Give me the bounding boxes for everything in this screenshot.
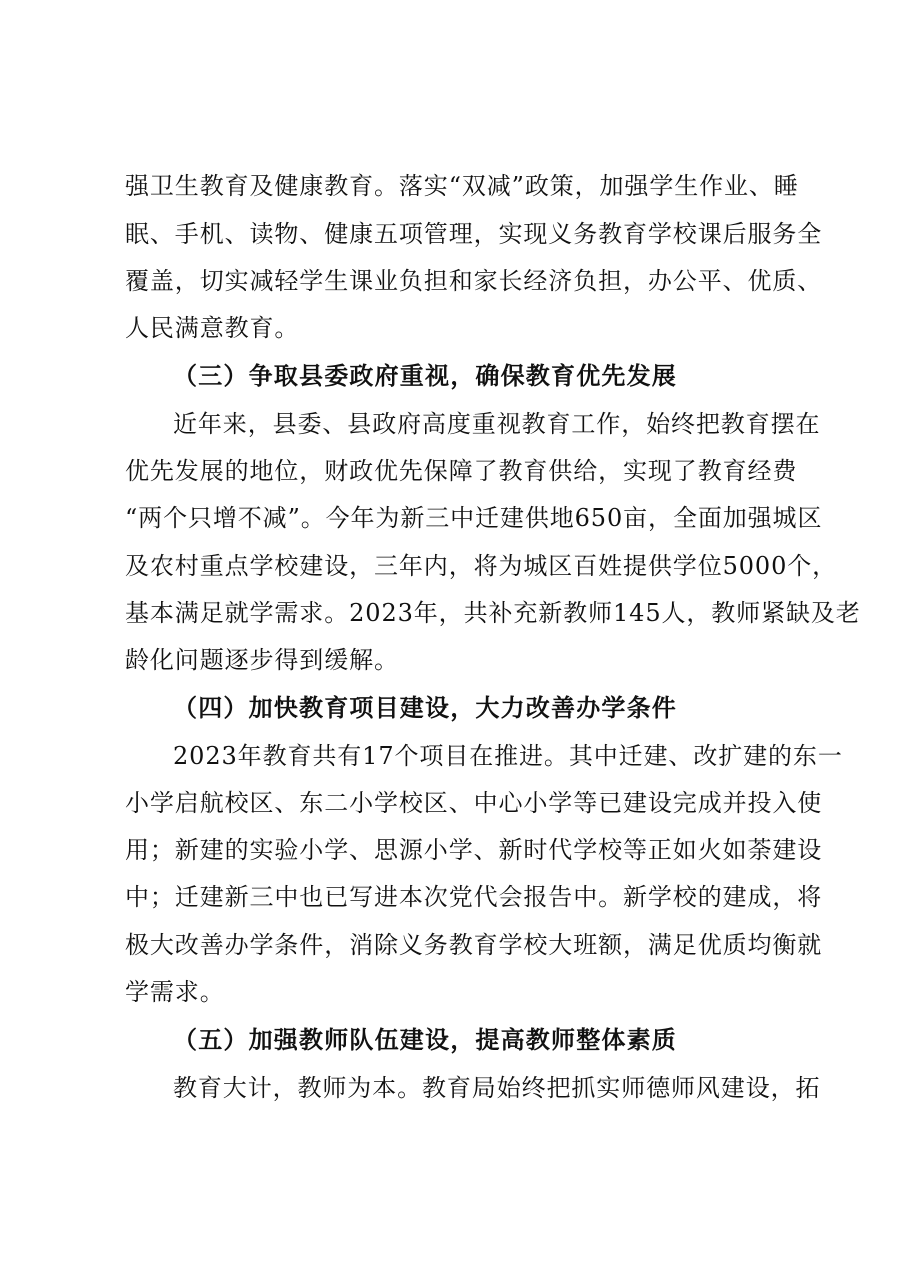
paragraph-line: “两个只增不减”。今年为新三中迁建供地650亩，全面加强城区 xyxy=(125,504,823,532)
paragraph-line: 近年来，县委、县政府高度重视教育工作，始终把教育摆在 xyxy=(173,410,821,438)
paragraph-line: 中；迁建新三中也已写进本次党代会报告中。新学校的建成，将 xyxy=(125,883,823,911)
paragraph-line: 强卫生教育及健康教育。落实“双减”政策，加强学生作业、睡 xyxy=(125,172,799,200)
section-heading: （五）加强教师队伍建设，提高教师整体素质 xyxy=(173,1025,677,1054)
paragraph-line: 2023年教育共有17个项目在推进。其中迁建、改扩建的东一 xyxy=(173,742,843,770)
paragraph-line: 眠、手机、读物、健康五项管理，实现义务教育学校课后服务全 xyxy=(125,220,823,248)
paragraph-line: 极大改善办学条件，消除义务教育学校大班额，满足优质均衡就 xyxy=(125,931,823,959)
paragraph-line: 用；新建的实验小学、思源小学、新时代学校等正如火如荼建设 xyxy=(125,836,823,864)
paragraph-line: 龄化问题逐步得到缓解。 xyxy=(125,646,399,674)
paragraph-line: 教育大计，教师为本。教育局始终把抓实师德师风建设，拓 xyxy=(173,1074,821,1102)
paragraph-line: 优先发展的地位，财政优先保障了教育供给，实现了教育经费 xyxy=(125,457,798,485)
paragraph-line: 小学启航校区、东二小学校区、中心小学等已建设完成并投入使 xyxy=(125,789,823,817)
paragraph-line: 基本满足就学需求。2023年，共补充新教师145人，教师紧缺及老 xyxy=(125,599,861,627)
paragraph-line: 人民满意教育。 xyxy=(125,314,300,342)
paragraph-line: 及农村重点学校建设，三年内，将为城区百姓提供学位5000个， xyxy=(125,552,838,580)
section-heading: （四）加快教育项目建设，大力改善办学条件 xyxy=(173,693,677,722)
paragraph-line: 学需求。 xyxy=(125,978,225,1006)
paragraph-line: 覆盖，切实减轻学生课业负担和家长经济负担，办公平、优质、 xyxy=(125,267,823,295)
section-heading: （三）争取县委政府重视，确保教育优先发展 xyxy=(173,361,677,390)
